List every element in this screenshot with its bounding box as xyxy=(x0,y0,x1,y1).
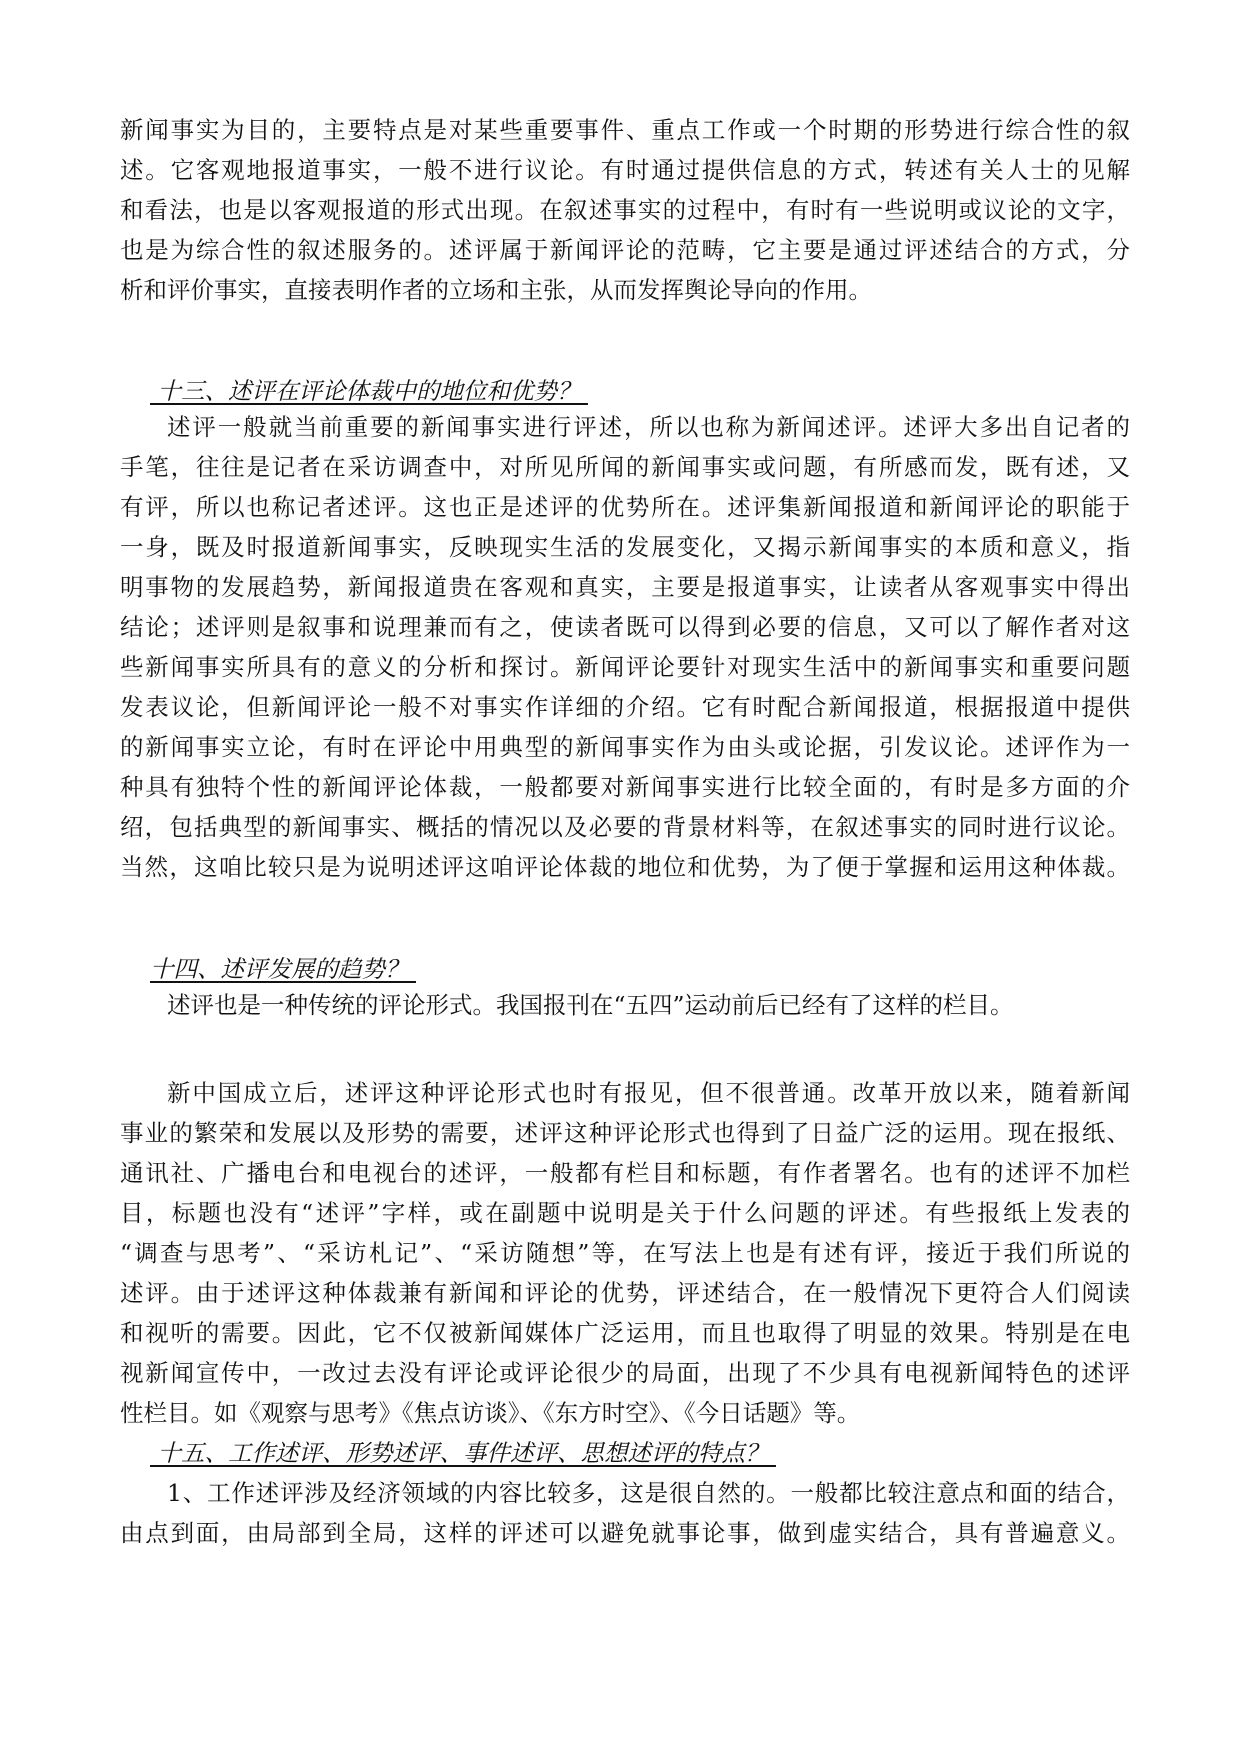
section-14-line: 新中国成立后，述评这种评论形式也时有报见，但不很普通。改革开放以来，随着新闻 xyxy=(167,1079,1130,1107)
section-14-line: 性栏目。如《观察与思考》《焦点访谈》、《东方时空》、《今日话题》等。 xyxy=(120,1399,861,1427)
section-14-heading: 十四、述评发展的趋势？ xyxy=(150,955,416,983)
section-13-line: 明事物的发展趋势，新闻报道贵在客观和真实，主要是报道事实，让读者从客观事实中得出 xyxy=(120,573,1130,601)
section-14-line: “调查与思考”、“采访札记”、“采访随想”等，在写法上也是有述有评，接近于我们所说的 xyxy=(120,1239,1130,1267)
section-13-line: 一身，既及时报道新闻事实，反映现实生活的发展变化，又揭示新闻事实的本质和意义，指 xyxy=(120,533,1130,561)
section-13-line: 当然，这咱比较只是为说明述评这咱评论体裁的地位和优势，为了便于掌握和运用这种体裁。 xyxy=(120,853,1130,881)
intro-line: 述。它客观地报道事实，一般不进行议论。有时通过提供信息的方式，转述有关人士的见解 xyxy=(120,156,1130,184)
section-13-line: 有评，所以也称记者述评。这也正是述评的优势所在。述评集新闻报道和新闻评论的职能于 xyxy=(120,493,1130,521)
intro-line: 新闻事实为目的，主要特点是对某些重要事件、重点工作或一个时期的形势进行综合性的叙 xyxy=(120,116,1130,144)
intro-line: 也是为综合性的叙述服务的。述评属于新闻评论的范畴，它主要是通过评述结合的方式，分 xyxy=(120,236,1130,264)
section-14-line: 目，标题也没有“述评”字样，或在副题中说明是关于什么问题的评述。有些报纸上发表的 xyxy=(120,1199,1130,1227)
section-14-line: 和视听的需要。因此，它不仅被新闻媒体广泛运用，而且也取得了明显的效果。特别是在电 xyxy=(120,1319,1130,1347)
section-13-line: 发表议论，但新闻评论一般不对事实作详细的介绍。它有时配合新闻报道，根据报道中提供 xyxy=(120,693,1130,721)
section-13-line: 的新闻事实立论，有时在评论中用典型的新闻事实作为由头或论据，引发议论。述评作为一 xyxy=(120,733,1130,761)
section-13-line: 述评一般就当前重要的新闻事实进行评述，所以也称为新闻述评。述评大多出自记者的 xyxy=(167,413,1130,441)
section-13-heading: 十三、述评在评论体裁中的地位和优势？ xyxy=(150,377,588,405)
section-14-line: 视新闻宣传中，一改过去没有评论或评论很少的局面，出现了不少具有电视新闻特色的述评 xyxy=(120,1359,1130,1387)
section-14-paragraph: 述评也是一种传统的评论形式。我国报刊在“五四”运动前后已经有了这样的栏目。 xyxy=(167,991,1014,1019)
section-14-line: 通讯社、广播电台和电视台的述评，一般都有栏目和标题，有作者署名。也有的述评不加栏 xyxy=(120,1159,1130,1187)
section-13-line: 些新闻事实所具有的意义的分析和探讨。新闻评论要针对现实生活中的新闻事实和重要问题 xyxy=(120,653,1130,681)
section-14-line: 述评。由于述评这种体裁兼有新闻和评论的优势，评述结合，在一般情况下更符合人们阅读 xyxy=(120,1279,1130,1307)
section-15-heading: 十五、工作述评、形势述评、事件述评、思想述评的特点？ xyxy=(150,1439,776,1467)
section-15-line: 1、工作述评涉及经济领域的内容比较多，这是很自然的。一般都比较注意点和面的结合， xyxy=(167,1479,1130,1507)
section-14-line: 事业的繁荣和发展以及形势的需要，述评这种评论形式也得到了日益广泛的运用。现在报纸、 xyxy=(120,1119,1130,1147)
intro-line: 和看法，也是以客观报道的形式出现。在叙述事实的过程中，有时有一些说明或议论的文字， xyxy=(120,196,1130,224)
section-15-line: 由点到面，由局部到全局，这样的评述可以避免就事论事，做到虚实结合，具有普遍意义。 xyxy=(120,1519,1130,1547)
section-13-line: 绍，包括典型的新闻事实、概括的情况以及必要的背景材料等，在叙述事实的同时进行议论。 xyxy=(120,813,1130,841)
section-13-line: 种具有独特个性的新闻评论体裁，一般都要对新闻事实进行比较全面的，有时是多方面的介 xyxy=(120,773,1130,801)
intro-line: 析和评价事实，直接表明作者的立场和主张，从而发挥舆论导向的作用。 xyxy=(120,276,872,304)
section-13-line: 手笔，往往是记者在采访调查中，对所见所闻的新闻事实或问题，有所感而发，既有述，又 xyxy=(120,453,1130,481)
section-13-line: 结论；述评则是叙事和说理兼而有之，使读者既可以得到必要的信息，又可以了解作者对这 xyxy=(120,613,1130,641)
